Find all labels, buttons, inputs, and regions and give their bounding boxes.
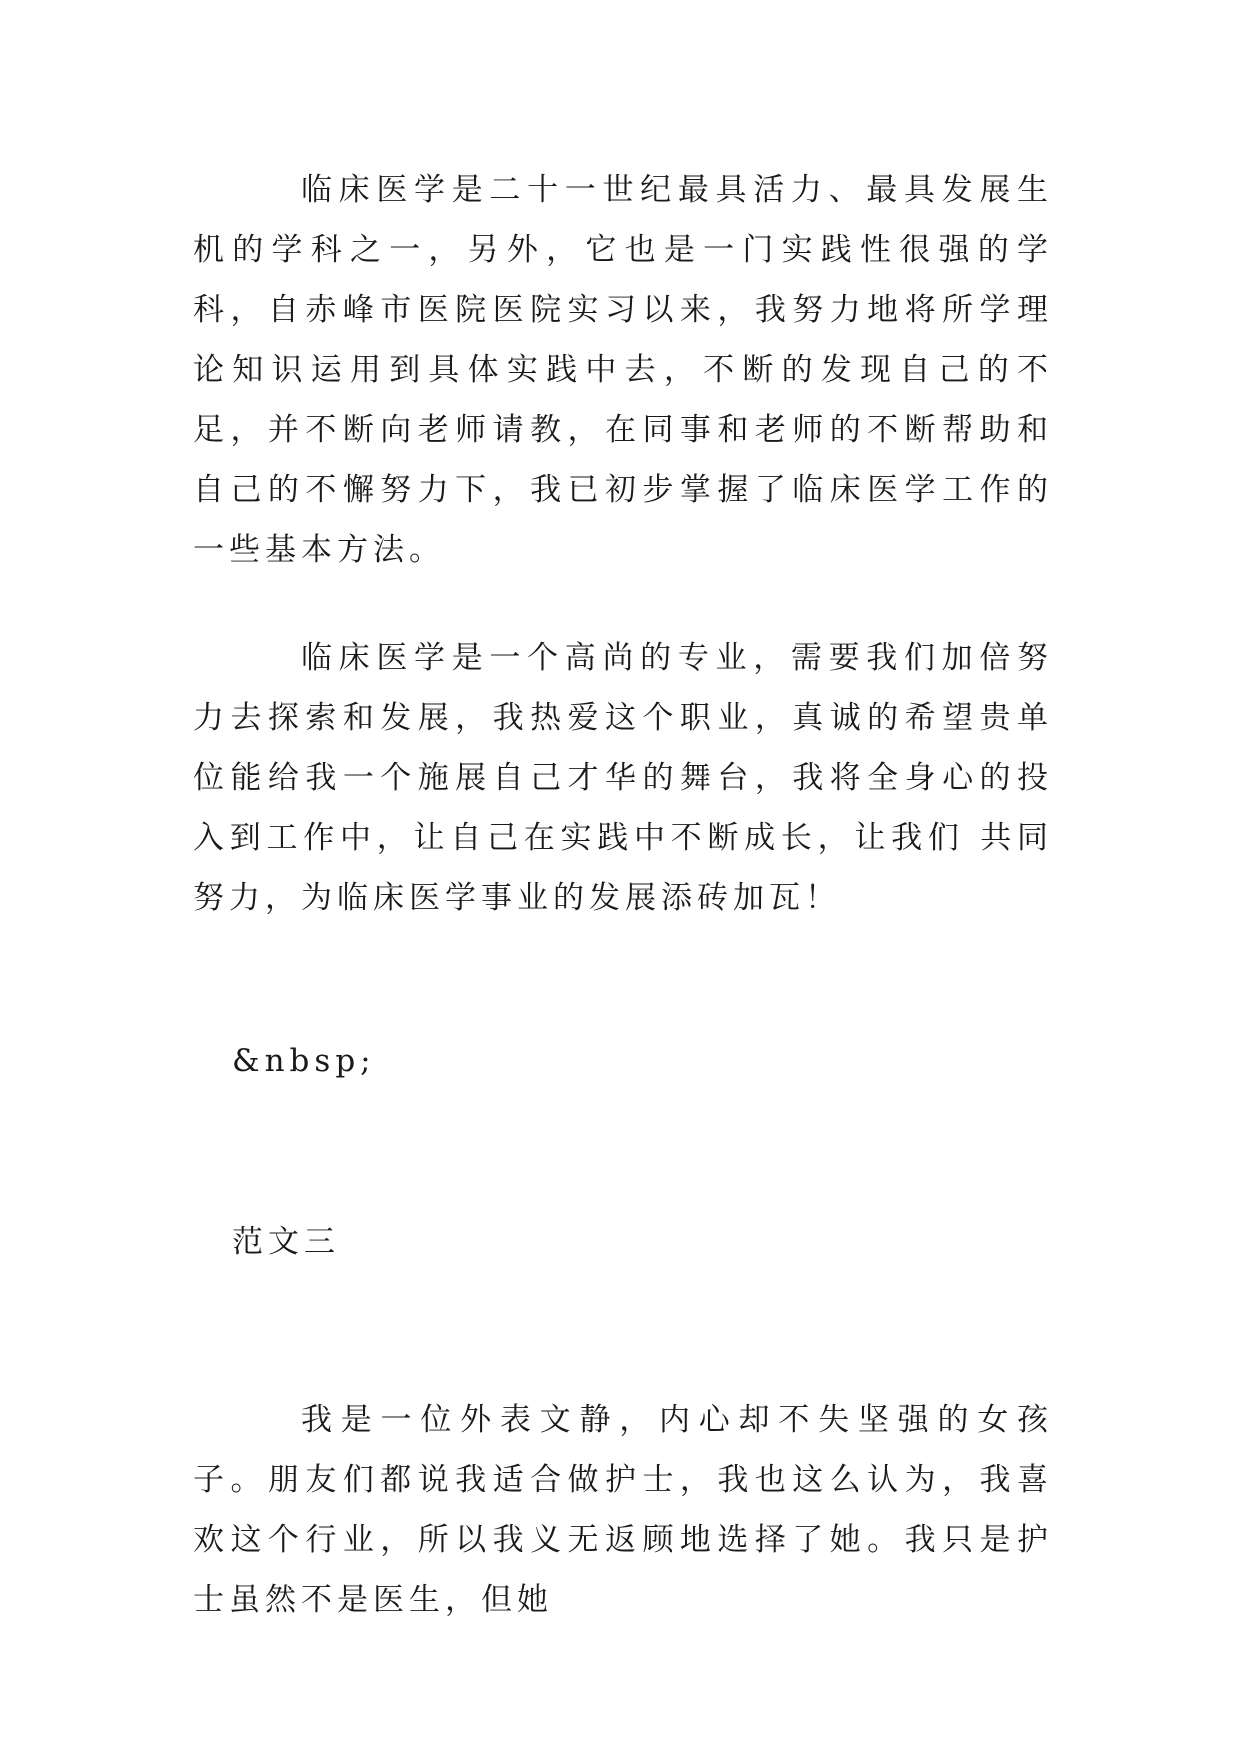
nbsp-text: &nbsp; bbox=[232, 1043, 376, 1079]
paragraph-nurse-intro: 我是一位外表文静，内心却不失坚强的女孩子。朋友们都说我适合做护士，我也这么认为，我喜欢这个行业，所以我义无返顾地选择了她。我只是护士虽然不是医生，但她 bbox=[193, 1402, 1053, 1618]
paragraph-clinical-medicine-career: 临床医学是一个高尚的专业，需要我们加倍努力去探索和发展，我热爱这个职业，真诚的希望贵单位能给我一个施展自己才华的舞台，我将全身心的投入到工作中，让自己在实践中不断成长，让我们 共同努力，为临床医学事业的发展添砖加瓦！ bbox=[193, 640, 1053, 916]
section-heading: 范文三 bbox=[232, 1224, 340, 1260]
paragraph-clinical-medicine-intro: 临床医学是二十一世纪最具活力、最具发展生机的学科之一，另外，它也是一门实践性很强的学科，自赤峰市医院医院实习以来，我努力地将所学理论知识运用到具体实践中去，不断的发现自己的不足，并不断向老师请教，在同事和老师的不断帮助和自己的不懈努力下，我已初步掌握了临床医学工作的一些基本方法。 bbox=[193, 172, 1053, 568]
